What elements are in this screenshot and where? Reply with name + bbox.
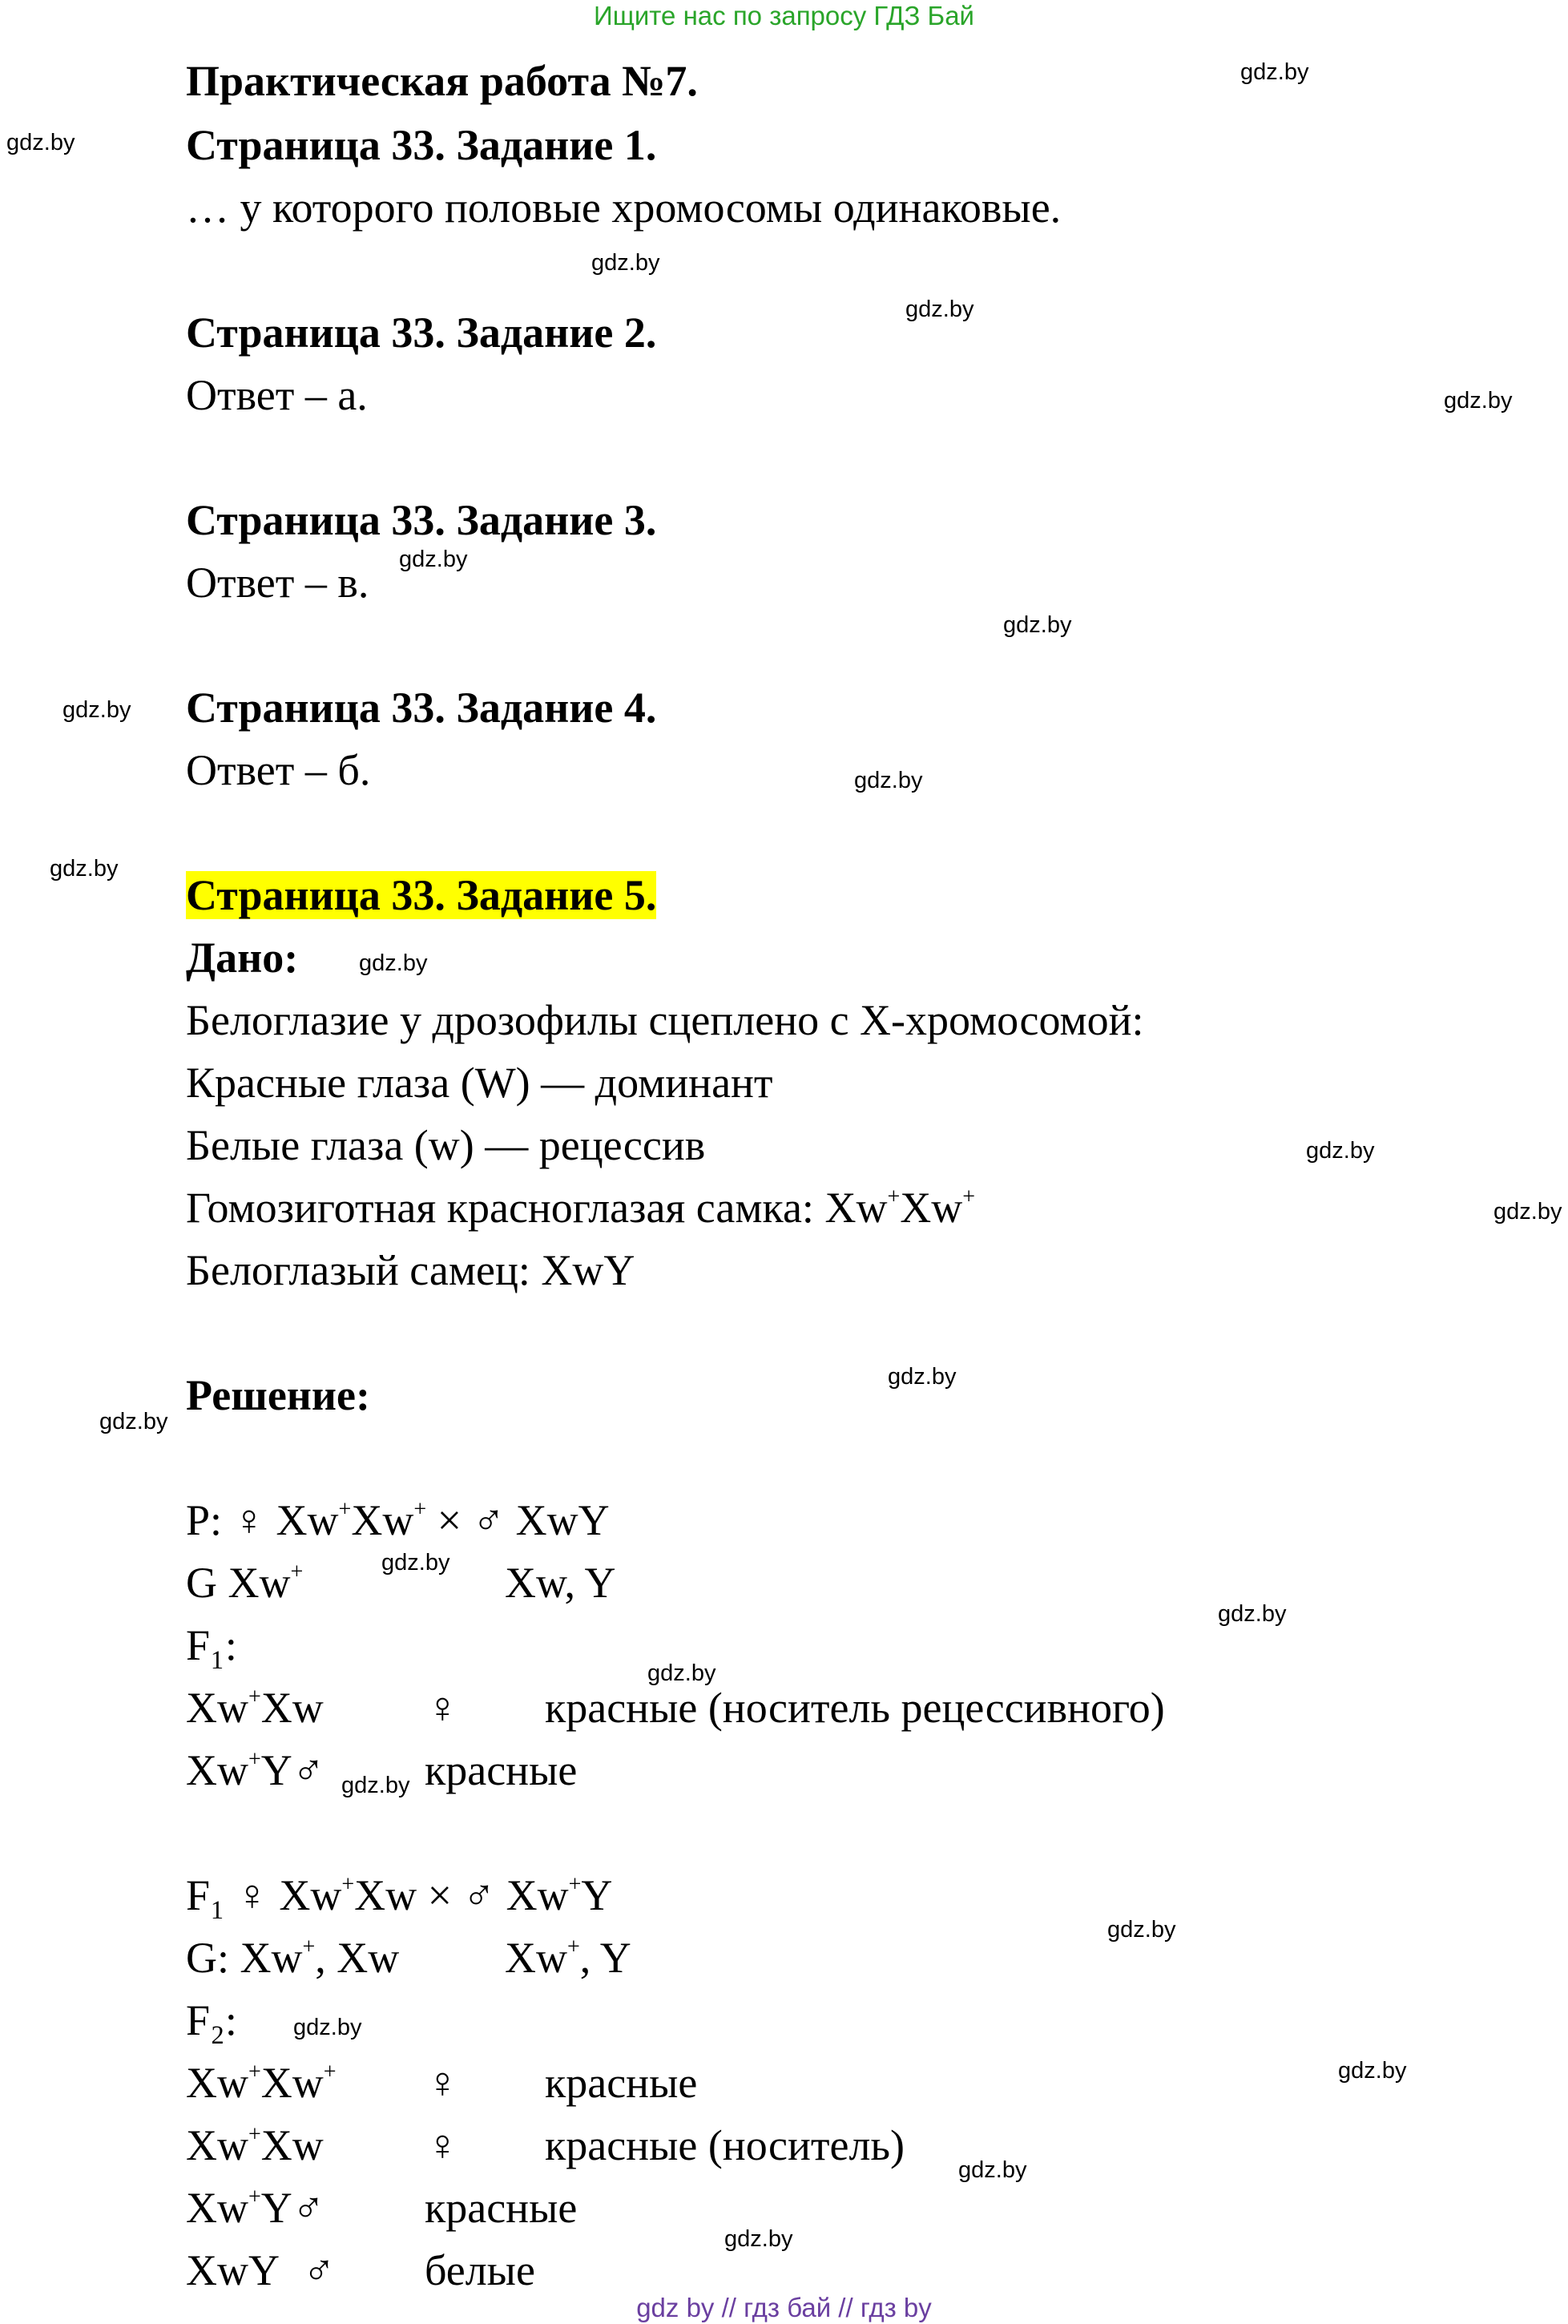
watermark: gdz.by [591,250,660,276]
watermark: gdz.by [647,1660,716,1686]
given-line-3: Белые глаза (w) — рецессив [186,1121,706,1169]
cross2-f2-label: F₂: [186,1996,237,2044]
watermark: gdz.by [399,547,468,572]
given-line-2: Красные глаза (W) — доминант [186,1059,773,1107]
female-symbol: ♀ [232,1496,266,1544]
given-male-line: Белоглазый самец: XwY [186,1246,635,1294]
task-1-heading: Страница 33. Задание 1. [186,121,657,169]
watermark: gdz.by [724,2226,793,2252]
footer-links[interactable]: gdz by // гдз бай // гдз by [636,2293,932,2322]
task-5-heading-highlight: Страница 33. Задание 5. [186,871,657,919]
watermark: gdz.by [1444,388,1513,414]
watermark: gdz.by [293,2015,362,2040]
watermark: gdz.by [1493,1199,1562,1225]
watermark: gdz.by [1338,2058,1407,2084]
cross1-parents: P: ♀ Xw+Xw+ × ♂ XwY [186,1496,610,1544]
search-banner[interactable]: Ищите нас по запросу ГДЗ Бай [594,1,974,30]
task-3-heading: Страница 33. Задание 3. [186,496,657,544]
cross1-f1-label: F₁: [186,1621,237,1669]
male-symbol: ♂ [472,1496,506,1544]
male-symbol: ♂ [292,2184,325,2232]
watermark: gdz.by [1003,612,1072,638]
task-3-answer: Ответ – в. [186,559,369,607]
given-female-line: Гомозиготная красноглазая самка: Xw+Xw+ [186,1184,976,1232]
watermark: gdz.by [99,1409,168,1434]
watermark: gdz.by [341,1773,410,1798]
given-line-1: Белоглазие у дрозофилы сцеплено с Х-хромосомой: [186,996,1144,1044]
male-symbol: ♂ [292,1746,325,1794]
task-2-answer: Ответ – а. [186,371,368,419]
watermark: gdz.by [6,130,75,155]
watermark: gdz.by [958,2157,1027,2183]
task-4-heading: Страница 33. Задание 4. [186,684,657,732]
watermark: gdz.by [50,856,119,882]
cross-symbol: × [427,1871,453,1919]
female-symbol: ♀ [236,1871,268,1919]
page-title: Практическая работа №7. [186,57,698,105]
watermark: gdz.by [854,768,923,793]
watermark: gdz.by [1218,1601,1287,1627]
task-5-heading [186,867,656,923]
watermark: gdz.by [905,297,974,322]
watermark: gdz.by [1107,1917,1176,1943]
given-label: Дано: [186,934,299,982]
watermark: gdz.by [1240,59,1309,85]
solution-label: Решение: [186,1371,370,1419]
male-symbol: ♂ [462,1871,496,1919]
female-symbol: ♀ [426,2059,459,2107]
watermark: gdz.by [1306,1138,1375,1164]
watermark: gdz.by [381,1550,450,1576]
male-symbol: ♂ [303,2246,336,2294]
watermark: gdz.by [888,1364,957,1390]
task-1-answer: … у которого половые хромосомы одинаковые. [186,184,1062,232]
watermark: gdz.by [359,950,428,976]
cross-symbol: × [437,1496,462,1544]
cross2-parents: F₁ ♀ Xw+Xw × ♂ Xw+Y [186,1871,613,1919]
task-2-heading: Страница 33. Задание 2. [186,309,657,357]
watermark: gdz.by [62,697,131,723]
task-4-answer: Ответ – б. [186,746,371,794]
female-symbol: ♀ [426,2121,459,2169]
female-symbol: ♀ [426,1684,459,1732]
